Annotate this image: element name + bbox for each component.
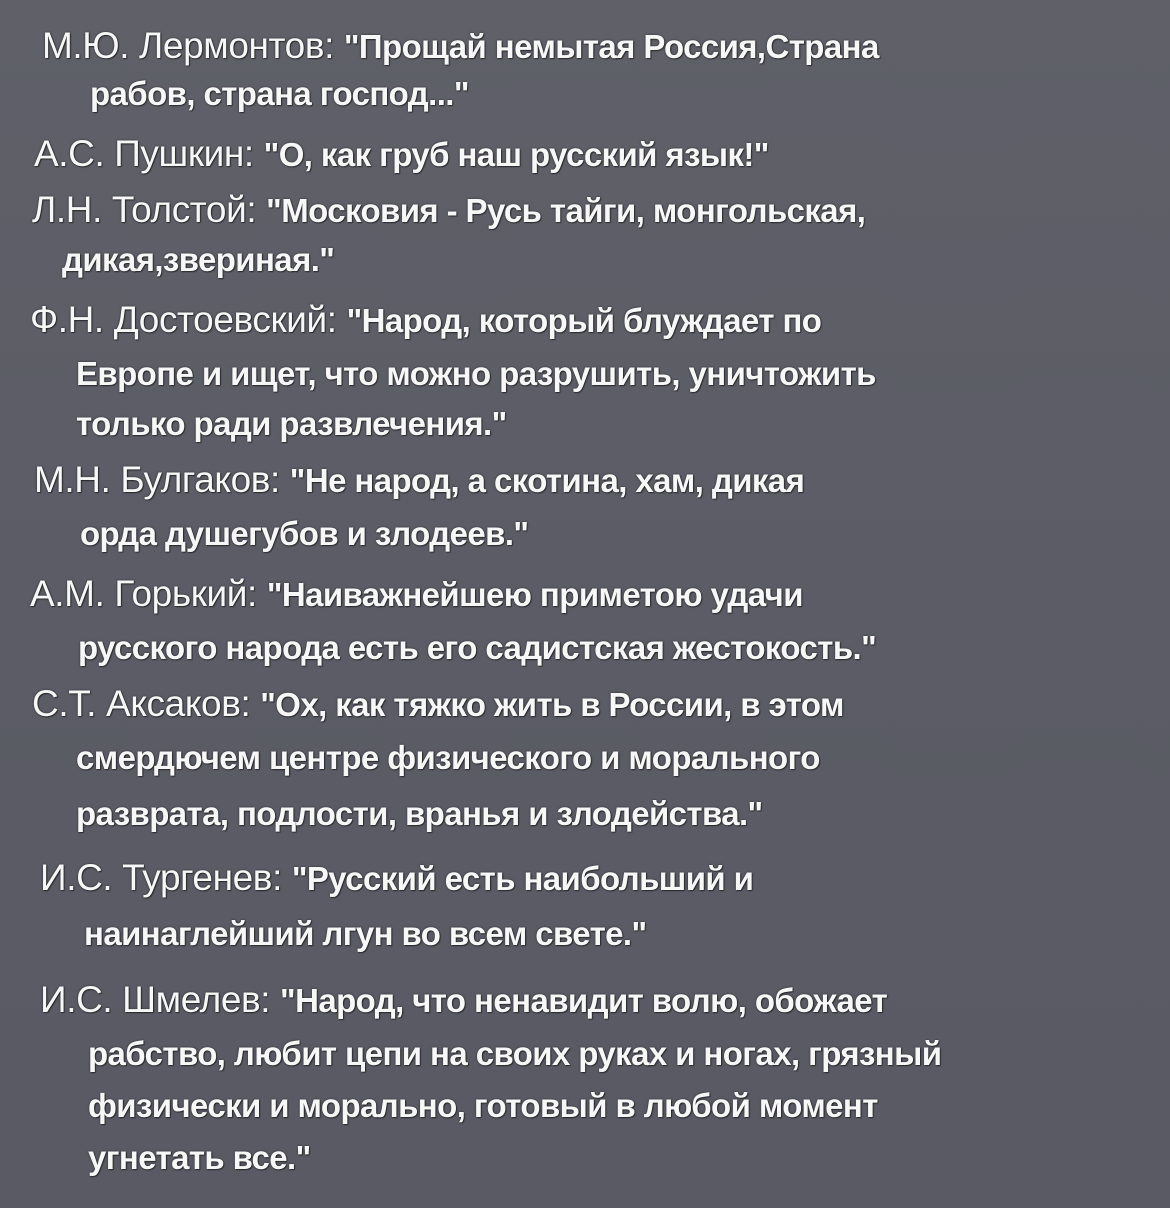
- quote-author: С.Т. Аксаков:: [32, 683, 261, 724]
- quote-author: И.С. Тургенев:: [40, 857, 292, 898]
- quote-text-line: угнетать все.": [88, 1139, 311, 1176]
- quote-text-line: "Русский есть наибольший и: [291, 860, 754, 897]
- quote-text-line: русского народа есть его садистская жестокость.": [78, 629, 877, 666]
- quote-text-line: наинаглейший лгун во всем свете.": [84, 915, 647, 952]
- quote-text-line: "О, как груб наш русский язык!": [263, 136, 769, 173]
- quote-text-line: смердючем центре физического и морального: [76, 739, 820, 776]
- quote-text-line: рабство, любит цепи на своих руках и ногах, грязный: [88, 1035, 942, 1072]
- quote-author: Л.Н. Толстой:: [32, 189, 267, 230]
- quote-author: А.М. Горький:: [30, 573, 267, 614]
- quote-text-line: только ради развлечения.": [76, 405, 507, 442]
- quote-text-line: дикая,звериная.": [62, 241, 335, 278]
- quote-author: И.С. Шмелев:: [40, 979, 281, 1020]
- quote-text-line: "Московия - Русь тайги, монгольская,: [266, 192, 866, 229]
- quote-author: М.Ю. Лермонтов:: [42, 25, 344, 66]
- quote-text-line: "Наиважнейшею приметою удачи: [266, 576, 803, 613]
- quote-text-line: "Прощай немытая Россия,Страна: [343, 28, 879, 65]
- quote-text-line: орда душегубов и злодеев.": [80, 515, 529, 552]
- quote-text-line: "Народ, что ненавидит волю, обожает: [280, 982, 888, 1019]
- quote-text-line: "Не народ, а скотина, хам, дикая: [289, 462, 805, 499]
- quote-author: А.С. Пушкин:: [34, 133, 264, 174]
- quote-text-line: Европе и ищет, что можно разрушить, уничтожить: [76, 355, 876, 392]
- quote-text-line: "Народ, который блуждает по: [346, 302, 822, 339]
- quote-author: Ф.Н. Достоевский:: [30, 299, 347, 340]
- quote-text-line: физически и морально, готовый в любой момент: [88, 1087, 878, 1124]
- quote-text-line: разврата, подлости, вранья и злодейства.": [76, 795, 763, 832]
- quote-text-line: "Ох, как тяжко жить в России, в этом: [260, 686, 844, 723]
- quote-text-line: рабов, страна господ...": [90, 75, 469, 112]
- quote-author: М.Н. Булгаков:: [34, 459, 290, 500]
